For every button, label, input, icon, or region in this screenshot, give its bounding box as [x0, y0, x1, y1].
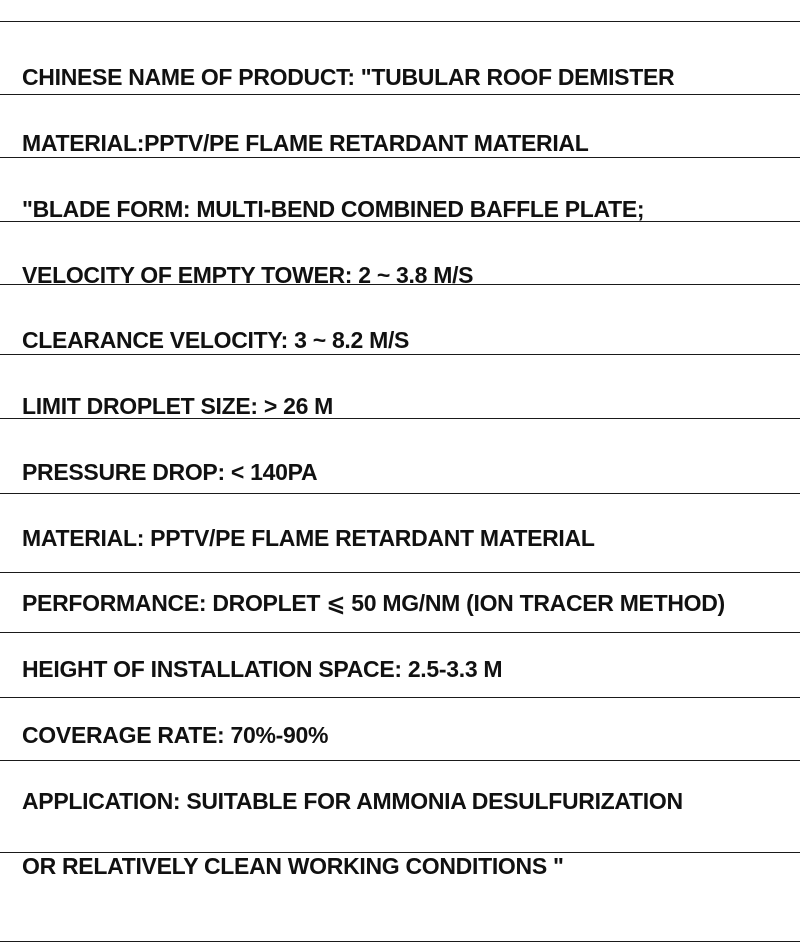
- application-continued-line: OR RELATIVELY CLEAN WORKING CONDITIONS ": [22, 853, 564, 879]
- material-line: MATERIAL:PPTV/PE FLAME RETARDANT MATERIAL: [22, 130, 589, 156]
- empty-tower-velocity-line: VELOCITY OF EMPTY TOWER: 2 ~ 3.8 M/S: [22, 262, 474, 288]
- divider-line: [0, 632, 800, 633]
- limit-droplet-size-line: LIMIT DROPLET SIZE: > 26 M: [22, 393, 334, 419]
- blade-form-line: "BLADE FORM: MULTI-BEND COMBINED BAFFLE PLATE;: [22, 196, 645, 222]
- divider-line: [0, 94, 800, 95]
- product-name-line: CHINESE NAME OF PRODUCT: "TUBULAR ROOF DEMISTER: [22, 64, 675, 90]
- divider-line: [0, 572, 800, 573]
- divider-line: [0, 697, 800, 698]
- coverage-rate-line: COVERAGE RATE: 70%-90%: [22, 722, 329, 748]
- divider-line: [0, 941, 800, 942]
- clearance-velocity-line: CLEARANCE VELOCITY: 3 ~ 8.2 M/S: [22, 327, 410, 353]
- divider-line: [0, 760, 800, 761]
- divider-line: [0, 493, 800, 494]
- pressure-drop-line: PRESSURE DROP: < 140PA: [22, 459, 318, 485]
- material-repeat-line: MATERIAL: PPTV/PE FLAME RETARDANT MATERIAL: [22, 525, 595, 551]
- installation-height-line: HEIGHT OF INSTALLATION SPACE: 2.5-3.3 M: [22, 656, 503, 682]
- performance-line: PERFORMANCE: DROPLET ⩽ 50 MG/NM (ION TRACER METHOD): [22, 590, 725, 616]
- application-line: APPLICATION: SUITABLE FOR AMMONIA DESULFURIZATION: [22, 788, 683, 814]
- divider-line: [0, 21, 800, 22]
